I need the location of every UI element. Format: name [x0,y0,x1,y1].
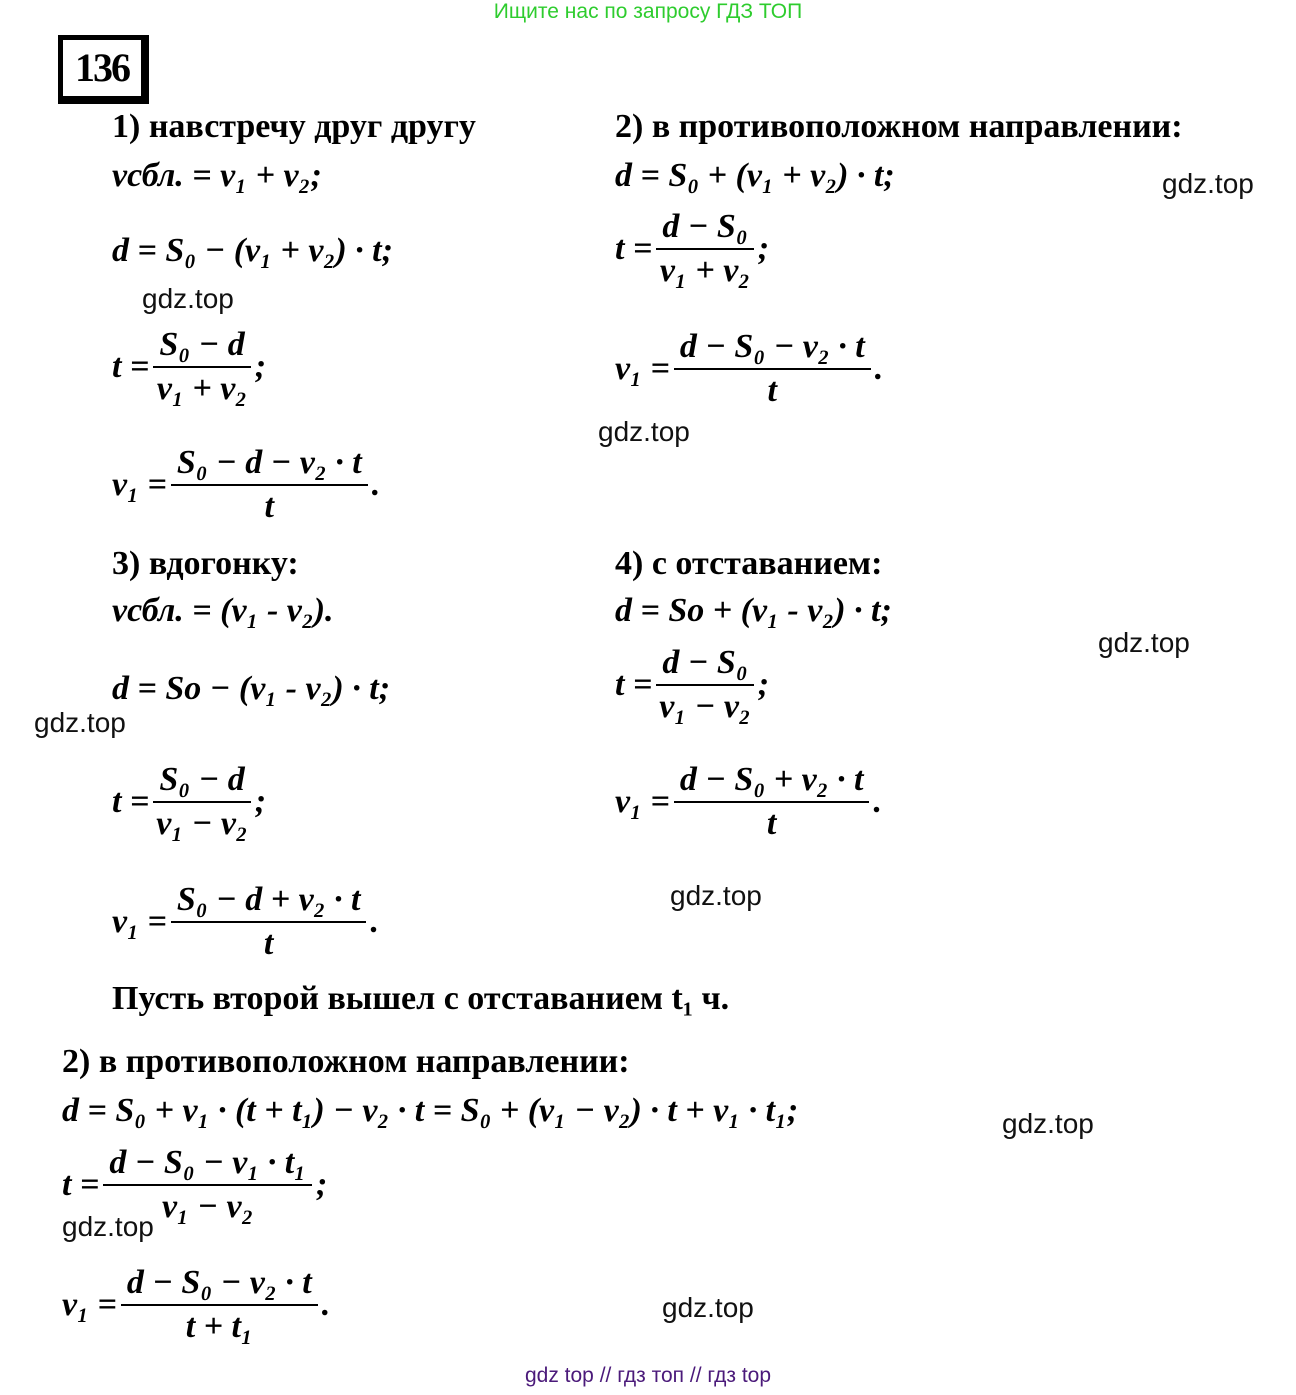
lhs: v₁ = [62,1286,117,1323]
fraction [121,1264,318,1346]
numerator: S₀ − d [153,326,250,368]
s3-closing-speed: vсбл. = (v₁ - v₂). [112,592,334,629]
fraction [171,881,367,963]
watermark: gdz.top [1002,1108,1094,1139]
watermark: gdz.top [1162,168,1254,199]
denominator: t [263,925,274,962]
end: ; [757,666,770,703]
s2-time-formula [615,208,769,290]
end: . [873,783,882,820]
fraction [674,328,871,410]
s2-distance: d = S₀ + (v₁ + v₂) · t; [615,157,895,194]
numerator: d − S₀ − v₂ · t [674,328,871,370]
fraction [656,208,753,290]
lhs: v₁ = [615,350,670,387]
fraction [656,644,753,726]
fraction [153,326,250,408]
s1-time-formula [112,326,266,408]
s1-speed-formula [112,444,380,526]
section-4-title: 4) с отставанием: [615,545,883,582]
s4-time-formula [615,644,769,726]
s3-distance: d = So − (v₁ - v₂) · t; [112,670,391,707]
denominator: t + t₁ [185,1308,253,1345]
s4-distance: d = So + (v₁ - v₂) · t; [615,592,892,629]
numerator: d − S₀ + v₂ · t [674,761,870,803]
watermark: gdz.top [598,416,690,447]
end: ; [757,230,770,267]
fraction [674,761,870,843]
end: . [370,903,379,940]
end: . [321,1286,331,1323]
note-text: Пусть второй вышел с отставанием t₁ ч. [112,980,730,1017]
problem-number: 136 [58,35,149,104]
end: ; [254,348,267,385]
lhs: t = [62,1166,100,1203]
denominator: v₁ − v₂ [156,805,248,842]
numerator: d − S₀ − v₁ · t₁ [103,1144,312,1186]
s4-speed-formula [615,761,882,843]
watermark: gdz.top [1098,627,1190,658]
numerator: d − S₀ [656,644,753,686]
s1-closing-speed: vсбл. = v₁ + v₂; [112,157,322,194]
section-3-title: 3) вдогонку: [112,545,299,582]
fraction [171,444,368,526]
denominator: v₁ + v₂ [156,370,248,407]
s1-distance: d = S₀ − (v₁ + v₂) · t; [112,232,393,269]
watermark: gdz.top [142,283,234,314]
section-1-title: 1) навстречу друг другу [112,108,476,145]
lhs: t = [615,230,653,267]
denominator: t [264,488,274,525]
denominator: t [767,372,777,409]
s5-speed-formula [62,1264,330,1346]
lhs: v₁ = [112,903,167,940]
watermark: gdz.top [670,880,762,911]
lhs: t = [112,348,150,385]
lhs: v₁ = [112,466,167,503]
watermark: gdz.top [62,1211,158,1243]
denominator: t [766,805,777,842]
end: ; [254,783,267,820]
denominator: v₁ − v₂ [659,688,751,725]
numerator: d − S₀ [656,208,753,250]
s2-speed-formula [615,328,883,410]
section-5-title: 2) в противоположном направлении: [62,1043,630,1080]
numerator: S₀ − d − v₂ · t [171,444,368,486]
s3-time-formula [112,761,266,843]
end: . [371,466,381,503]
lhs: t = [615,666,653,703]
end: . [874,350,884,387]
s3-speed-formula [112,881,379,963]
denominator: v₁ − v₂ [161,1188,254,1225]
watermark: gdz.top [662,1292,754,1323]
s5-distance: d = S₀ + v₁ · (t + t₁) − v₂ · t = S₀ + (v₁ − v₂) · t + v₁ · t₁; [62,1092,799,1129]
header-banner[interactable]: Ищите нас по запросу ГДЗ ТОП [493,0,803,23]
numerator: S₀ − d + v₂ · t [171,881,367,923]
end: ; [316,1166,328,1203]
watermark: gdz.top [34,707,126,738]
lhs: v₁ = [615,783,670,820]
lhs: t = [112,783,150,820]
numerator: d − S₀ − v₂ · t [121,1264,318,1306]
fraction [153,761,250,843]
denominator: v₁ + v₂ [659,252,751,289]
numerator: S₀ − d [153,761,250,803]
section-2-title: 2) в противоположном направлении: [615,108,1183,145]
footer-links[interactable]: gdz top // гдз топ // гдз top [524,1364,772,1387]
